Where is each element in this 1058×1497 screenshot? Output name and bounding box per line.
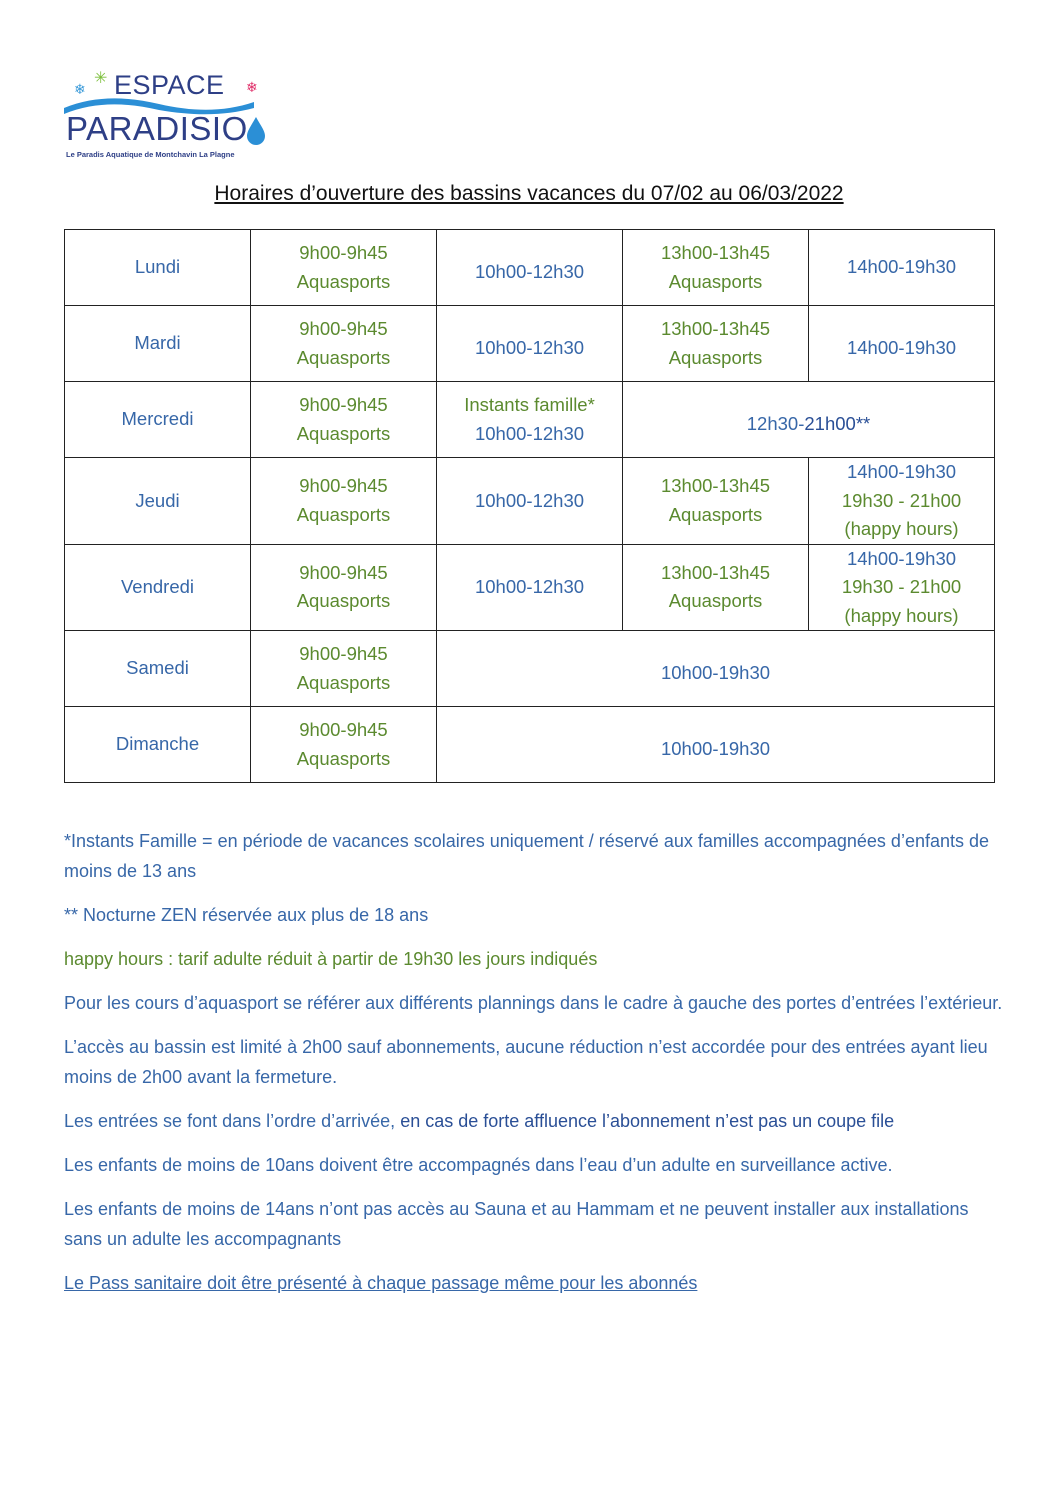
schedule-table	[64, 229, 995, 783]
note-entrees: Les entrées se font dans l’ordre d’arrivée, en cas de forte affluence l’abonnement n’est pas un coupe file	[64, 1111, 895, 1131]
slot-cell: 9h00-9h45 Aquasports	[251, 631, 437, 707]
slot-cell: 9h00-9h45 Aquasports	[251, 382, 437, 458]
slot-cell: Instants famille* 10h00-12h30	[437, 382, 623, 458]
note-instants-famille: *Instants Famille = en période de vacances scolaires uniquement / réservé aux familles accompagnées d’enfants de moins de 13 ans	[64, 831, 990, 881]
table-row	[65, 306, 995, 382]
slot-cell: 10h00-12h30	[437, 306, 623, 382]
table-row	[65, 382, 995, 458]
day-cell: Samedi	[65, 631, 251, 707]
slot-cell: 9h00-9h45 Aquasports	[251, 306, 437, 382]
water-drop-icon	[245, 116, 267, 146]
table-row	[65, 458, 995, 545]
note-acces-bassin: L’accès au bassin est limité à 2h00 sauf abonnements, aucune réduction n’est accordée pour des entrées ayant lieu moins de 2h00 avant la fermeture.	[64, 1037, 988, 1087]
logo-line2: PARADISIO	[66, 110, 248, 147]
slot-cell: 14h00-19h30 19h30 - 21h00 (happy hours)	[809, 458, 995, 545]
snowflake-icon: ❄	[246, 79, 258, 95]
slot-cell: 13h00-13h45 Aquasports	[623, 306, 809, 382]
note-aquasport: Pour les cours d’aquasport se référer aux différents plannings dans le cadre à gauche des portes d’entrées l’extérieur.	[64, 993, 1003, 1013]
table-row	[65, 544, 995, 631]
slot-cell: 10h00-19h30	[437, 631, 995, 707]
snowflake-icon: ❄	[74, 81, 86, 97]
day-cell: Dimanche	[65, 707, 251, 783]
slot-cell: 9h00-9h45 Aquasports	[251, 230, 437, 306]
logo-tagline: Le Paradis Aquatique de Montchavin La Plagne	[66, 150, 235, 159]
slot-cell: 10h00-12h30	[437, 230, 623, 306]
slot-cell: 13h00-13h45 Aquasports	[623, 544, 809, 631]
day-cell: Mercredi	[65, 382, 251, 458]
slot-cell: 9h00-9h45 Aquasports	[251, 458, 437, 545]
note-enfants-10ans: Les enfants de moins de 10ans doivent être accompagnés dans l’eau d’un adulte en surveillance active.	[64, 1155, 893, 1175]
note-pass-sanitaire: Le Pass sanitaire doit être présenté à chaque passage même pour les abonnés	[64, 1273, 698, 1293]
slot-cell: 10h00-12h30	[437, 544, 623, 631]
slot-cell: 10h00-12h30	[437, 458, 623, 545]
table-row	[65, 631, 995, 707]
day-cell: Vendredi	[65, 544, 251, 631]
slot-cell: 10h00-19h30	[437, 707, 995, 783]
sparkle-icon: ✳	[94, 70, 108, 87]
day-cell: Mardi	[65, 306, 251, 382]
slot-cell: 13h00-13h45 Aquasports	[623, 230, 809, 306]
day-cell: Jeudi	[65, 458, 251, 545]
slot-cell: 14h00-19h30	[809, 230, 995, 306]
slot-cell: 14h00-19h30	[809, 306, 995, 382]
logo-line1: ESPACE	[114, 70, 225, 100]
slot-cell: 12h30-21h00**	[623, 382, 995, 458]
note-happy-hours: happy hours : tarif adulte réduit à partir de 19h30 les jours indiqués	[64, 949, 598, 969]
slot-cell: 13h00-13h45 Aquasports	[623, 458, 809, 545]
slot-cell: 9h00-9h45 Aquasports	[251, 707, 437, 783]
note-nocturne-zen: ** Nocturne ZEN réservée aux plus de 18 ans	[64, 905, 429, 925]
slot-cell: 14h00-19h30 19h30 - 21h00 (happy hours)	[809, 544, 995, 631]
day-cell: Lundi	[65, 230, 251, 306]
note-enfants-14ans: Les enfants de moins de 14ans n’ont pas accès au Sauna et au Hammam et ne peuvent installer aux installations sans un adulte les accompagnants	[64, 1199, 969, 1249]
table-row	[65, 230, 995, 306]
notes-section	[64, 826, 1004, 1312]
logo	[64, 68, 279, 163]
slot-cell: 9h00-9h45 Aquasports	[251, 544, 437, 631]
table-row	[65, 707, 995, 783]
page-title: Horaires d’ouverture des bassins vacances du 07/02 au 06/03/2022	[214, 182, 844, 205]
